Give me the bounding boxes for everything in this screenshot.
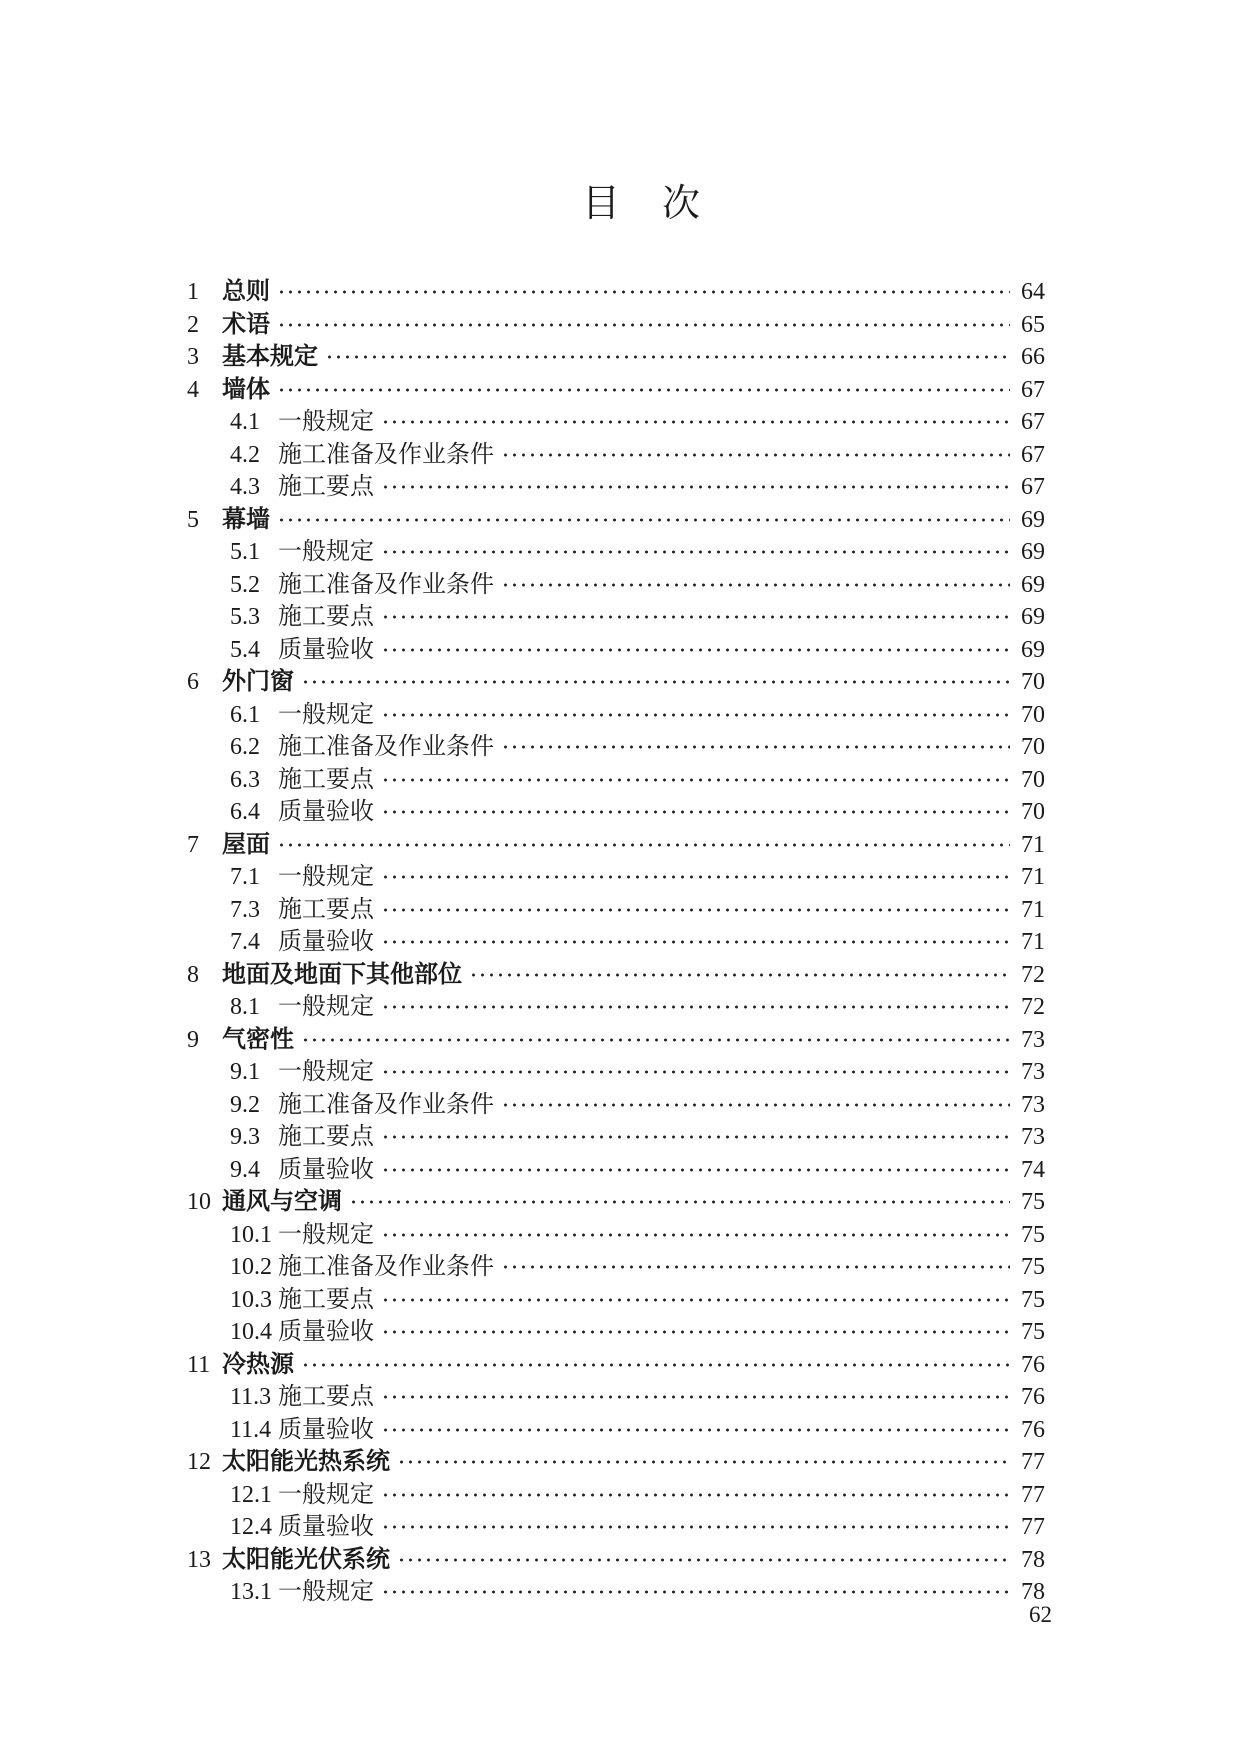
toc-entry xyxy=(187,926,1045,959)
toc-entry-page: 77 xyxy=(1021,1481,1045,1508)
toc-leader-dots xyxy=(469,962,1010,988)
toc-entry xyxy=(187,1121,1045,1154)
toc-entry-page: 76 xyxy=(1021,1351,1045,1378)
toc-leader-dots xyxy=(381,864,1010,890)
toc-entry-number: 6.4 xyxy=(230,799,260,825)
toc-entry-page: 69 xyxy=(1021,539,1045,565)
toc-entry xyxy=(187,1219,1045,1252)
toc-entry-number: 9 xyxy=(187,1026,199,1053)
toc-entry-number: 4.1 xyxy=(230,409,260,435)
toc-leader-dots xyxy=(381,1222,1010,1248)
toc-entry-number: 6 xyxy=(187,669,199,695)
toc-entry-page: 73 xyxy=(1021,1026,1045,1053)
toc-entry-number: 6.3 xyxy=(230,766,260,793)
toc-entry xyxy=(187,601,1045,634)
toc-entry-number: 2 xyxy=(187,311,199,338)
toc-entry-number: 9.1 xyxy=(230,1059,260,1085)
toc-entry-page: 67 xyxy=(1021,474,1045,500)
toc-entry xyxy=(187,341,1045,374)
toc-entry xyxy=(187,1349,1045,1382)
toc-entry-page: 75 xyxy=(1021,1319,1045,1345)
toc-entry-number: 6.2 xyxy=(230,734,260,760)
toc-entry-page: 71 xyxy=(1021,896,1045,923)
toc-entry-title: 施工要点 xyxy=(278,474,374,500)
toc-entry xyxy=(187,959,1045,992)
toc-entry xyxy=(187,309,1045,342)
toc-entry-page: 67 xyxy=(1021,409,1045,435)
toc-entry-title: 施工要点 xyxy=(278,766,374,793)
toc-entry-page: 67 xyxy=(1021,376,1045,403)
toc-leader-dots xyxy=(277,279,1010,305)
toc-leader-dots xyxy=(381,539,1010,565)
toc-entry-number: 9.3 xyxy=(230,1124,260,1150)
toc-entry-number: 13 xyxy=(187,1546,211,1573)
toc-entry-page: 75 xyxy=(1021,1189,1045,1215)
toc-entry xyxy=(187,731,1045,764)
toc-entry xyxy=(187,1186,1045,1219)
toc-entry-title: 冷热源 xyxy=(222,1350,294,1378)
toc-entry-page: 77 xyxy=(1021,1514,1045,1540)
toc-entry xyxy=(187,439,1045,472)
toc-entry-page: 73 xyxy=(1021,1091,1045,1118)
toc-leader-dots xyxy=(381,604,1010,630)
toc-entry xyxy=(187,1154,1045,1187)
toc-leader-dots xyxy=(277,312,1010,338)
toc-leader-dots xyxy=(381,1124,1010,1150)
toc-entry xyxy=(187,764,1045,797)
toc-entry xyxy=(187,1446,1045,1479)
toc-entry-number: 7 xyxy=(187,831,199,858)
toc-entry-number: 13.1 xyxy=(230,1579,272,1605)
toc-entry xyxy=(187,1251,1045,1284)
toc-entry xyxy=(187,276,1045,309)
toc-entry-title: 基本规定 xyxy=(222,343,318,370)
toc-entry-title: 施工准备及作业条件 xyxy=(278,441,494,468)
toc-entry-title: 施工要点 xyxy=(278,896,374,923)
toc-entry-title: 太阳能光伏系统 xyxy=(222,1545,390,1573)
toc-entry-number: 10.3 xyxy=(230,1286,272,1313)
toc-entry-title: 一般规定 xyxy=(278,994,374,1020)
toc-entry-number: 7.1 xyxy=(230,864,260,890)
toc-entry-number: 3 xyxy=(187,344,199,370)
toc-entry xyxy=(187,861,1045,894)
toc-entry-title: 术语 xyxy=(222,310,270,338)
toc-entry-page: 73 xyxy=(1021,1059,1045,1085)
toc-leader-dots xyxy=(381,1384,1010,1410)
toc-entry-page: 69 xyxy=(1021,636,1045,663)
toc-entry-title: 一般规定 xyxy=(278,864,374,890)
toc-entry-title: 施工准备及作业条件 xyxy=(278,1254,494,1280)
toc-leader-dots xyxy=(501,734,1010,760)
toc-entry xyxy=(187,504,1045,537)
toc-leader-dots xyxy=(277,377,1010,403)
toc-entry xyxy=(187,699,1045,732)
toc-entry-title: 一般规定 xyxy=(278,1579,374,1605)
toc-leader-dots xyxy=(325,344,1010,370)
toc-leader-dots xyxy=(381,1482,1010,1508)
toc-entry xyxy=(187,1479,1045,1512)
toc-entry xyxy=(187,1414,1045,1447)
toc-entry-number: 11.4 xyxy=(230,1416,272,1443)
toc-entry-number: 1 xyxy=(187,279,199,305)
toc-entry-title: 一般规定 xyxy=(278,539,374,565)
toc-entry-number: 8 xyxy=(187,961,199,988)
toc-entry-number: 12.4 xyxy=(230,1514,272,1540)
toc-entry-page: 67 xyxy=(1021,441,1045,468)
toc-entry-number: 10 xyxy=(187,1189,211,1215)
toc-leader-dots xyxy=(381,929,1010,955)
toc-entry-title: 通风与空调 xyxy=(222,1188,342,1215)
toc-entry-title: 施工准备及作业条件 xyxy=(278,571,494,598)
toc-entry-page: 70 xyxy=(1021,734,1045,760)
toc-entry-page: 70 xyxy=(1021,669,1045,695)
toc-entry-page: 74 xyxy=(1021,1156,1045,1183)
toc-entry-page: 70 xyxy=(1021,766,1045,793)
toc-entry xyxy=(187,894,1045,927)
toc-list xyxy=(187,276,1045,1609)
toc-entry-page: 71 xyxy=(1021,831,1045,858)
toc-entry-title: 外门窗 xyxy=(222,668,294,695)
toc-entry-number: 5.2 xyxy=(230,571,260,598)
toc-entry xyxy=(187,1544,1045,1577)
toc-entry-title: 质量验收 xyxy=(278,1319,374,1345)
toc-entry xyxy=(187,569,1045,602)
toc-entry-number: 9.4 xyxy=(230,1156,260,1183)
toc-entry-page: 71 xyxy=(1021,864,1045,890)
toc-entry-number: 7.3 xyxy=(230,896,260,923)
toc-leader-dots xyxy=(381,799,1010,825)
toc-leader-dots xyxy=(381,474,1010,500)
toc-entry xyxy=(187,1576,1045,1609)
toc-entry xyxy=(187,1056,1045,1089)
toc-entry-title: 质量验收 xyxy=(278,799,374,825)
toc-entry-title: 地面及地面下其他部位 xyxy=(222,960,462,988)
toc-entry xyxy=(187,1089,1045,1122)
toc-entry xyxy=(187,406,1045,439)
toc-leader-dots xyxy=(381,637,1010,663)
toc-leader-dots xyxy=(277,507,1010,533)
toc-entry-number: 4 xyxy=(187,376,199,403)
toc-entry-page: 71 xyxy=(1021,929,1045,955)
toc-entry-title: 一般规定 xyxy=(278,1059,374,1085)
toc-leader-dots xyxy=(501,1254,1010,1280)
toc-entry-title: 质量验收 xyxy=(278,1416,374,1443)
toc-entry-title: 质量验收 xyxy=(278,636,374,663)
toc-leader-dots xyxy=(301,1027,1010,1053)
toc-entry-number: 5 xyxy=(187,506,199,533)
toc-entry-number: 10.2 xyxy=(230,1254,272,1280)
toc-leader-dots xyxy=(381,1417,1010,1443)
toc-entry xyxy=(187,374,1045,407)
toc-entry xyxy=(187,1381,1045,1414)
toc-entry-page: 64 xyxy=(1021,279,1045,305)
toc-entry-title: 太阳能光热系统 xyxy=(222,1448,390,1475)
toc-entry-title: 屋面 xyxy=(222,830,270,858)
toc-leader-dots xyxy=(381,1157,1010,1183)
toc-entry xyxy=(187,1284,1045,1317)
toc-leader-dots xyxy=(501,572,1010,598)
toc-leader-dots xyxy=(381,702,1010,728)
toc-entry-page: 75 xyxy=(1021,1254,1045,1280)
toc-entry-number: 8.1 xyxy=(230,994,260,1020)
toc-entry-page: 70 xyxy=(1021,799,1045,825)
toc-entry-page: 70 xyxy=(1021,701,1045,728)
page-title: 目次 xyxy=(581,183,742,225)
toc-entry xyxy=(187,991,1045,1024)
toc-entry-page: 66 xyxy=(1021,344,1045,370)
footer-page-number: 62 xyxy=(1029,1602,1052,1627)
toc-entry-title: 施工要点 xyxy=(278,1124,374,1150)
toc-leader-dots xyxy=(381,767,1010,793)
toc-leader-dots xyxy=(501,442,1010,468)
toc-entry-page: 77 xyxy=(1021,1449,1045,1475)
toc-entry-number: 4.3 xyxy=(230,474,260,500)
toc-entry-number: 11.3 xyxy=(230,1384,272,1410)
toc-entry-page: 69 xyxy=(1021,571,1045,598)
toc-entry-title: 一般规定 xyxy=(278,1481,374,1508)
toc-entry-number: 7.4 xyxy=(230,929,260,955)
toc-entry-title: 质量验收 xyxy=(278,1156,374,1183)
toc-entry-page: 69 xyxy=(1021,506,1045,533)
toc-entry-title: 施工要点 xyxy=(278,604,374,630)
toc-entry-number: 12.1 xyxy=(230,1481,272,1508)
toc-entry-page: 73 xyxy=(1021,1124,1045,1150)
toc-entry-page: 72 xyxy=(1021,961,1045,988)
toc-entry-title: 施工要点 xyxy=(278,1286,374,1313)
toc-entry-title: 幕墙 xyxy=(222,505,270,533)
toc-entry-page: 69 xyxy=(1021,604,1045,630)
toc-entry-number: 11 xyxy=(187,1351,211,1378)
toc-entry-title: 墙体 xyxy=(222,375,270,403)
toc-entry xyxy=(187,1024,1045,1057)
toc-entry xyxy=(187,796,1045,829)
toc-entry-number: 9.2 xyxy=(230,1091,260,1118)
toc-entry-page: 76 xyxy=(1021,1416,1045,1443)
toc-leader-dots xyxy=(349,1189,1010,1215)
toc-entry-number: 5.1 xyxy=(230,539,260,565)
toc-entry-title: 质量验收 xyxy=(278,929,374,955)
toc-entry-number: 6.1 xyxy=(230,701,260,728)
toc-entry-page: 65 xyxy=(1021,311,1045,338)
toc-entry-number: 5.3 xyxy=(230,604,260,630)
toc-leader-dots xyxy=(301,669,1010,695)
toc-entry-number: 4.2 xyxy=(230,441,260,468)
toc-entry-title: 施工准备及作业条件 xyxy=(278,1091,494,1118)
toc-leader-dots xyxy=(381,1287,1010,1313)
toc-entry-number: 5.4 xyxy=(230,636,260,663)
toc-entry-page: 76 xyxy=(1021,1384,1045,1410)
toc-leader-dots xyxy=(501,1092,1010,1118)
toc-entry-title: 一般规定 xyxy=(278,701,374,728)
toc-entry-title: 一般规定 xyxy=(278,409,374,435)
toc-entry-title: 总则 xyxy=(222,278,270,305)
toc-leader-dots xyxy=(381,409,1010,435)
toc-entry-title: 施工准备及作业条件 xyxy=(278,734,494,760)
toc-entry-title: 质量验收 xyxy=(278,1514,374,1540)
toc-leader-dots xyxy=(381,897,1010,923)
toc-entry-number: 10.4 xyxy=(230,1319,272,1345)
toc-leader-dots xyxy=(301,1352,1010,1378)
toc-leader-dots xyxy=(381,1579,1010,1605)
toc-leader-dots xyxy=(381,1514,1010,1540)
toc-entry-title: 气密性 xyxy=(222,1025,294,1053)
toc-entry-title: 一般规定 xyxy=(278,1221,374,1248)
toc-entry xyxy=(187,471,1045,504)
toc-leader-dots xyxy=(381,994,1010,1020)
toc-entry xyxy=(187,536,1045,569)
toc-entry-number: 12 xyxy=(187,1449,211,1475)
toc-entry xyxy=(187,1316,1045,1349)
toc-leader-dots xyxy=(277,832,1010,858)
toc-entry-page: 78 xyxy=(1021,1579,1045,1605)
toc-leader-dots xyxy=(397,1547,1010,1573)
toc-entry-title: 施工要点 xyxy=(278,1384,374,1410)
toc-leader-dots xyxy=(381,1059,1010,1085)
toc-entry-page: 75 xyxy=(1021,1286,1045,1313)
toc-entry-page: 75 xyxy=(1021,1221,1045,1248)
toc-leader-dots xyxy=(397,1449,1010,1475)
toc-entry-number: 10.1 xyxy=(230,1221,272,1248)
toc-entry-page: 72 xyxy=(1021,994,1045,1020)
toc-leader-dots xyxy=(381,1319,1010,1345)
toc-entry-page: 78 xyxy=(1021,1546,1045,1573)
toc-entry xyxy=(187,634,1045,667)
toc-entry xyxy=(187,1511,1045,1544)
toc-entry xyxy=(187,666,1045,699)
toc-entry xyxy=(187,829,1045,862)
